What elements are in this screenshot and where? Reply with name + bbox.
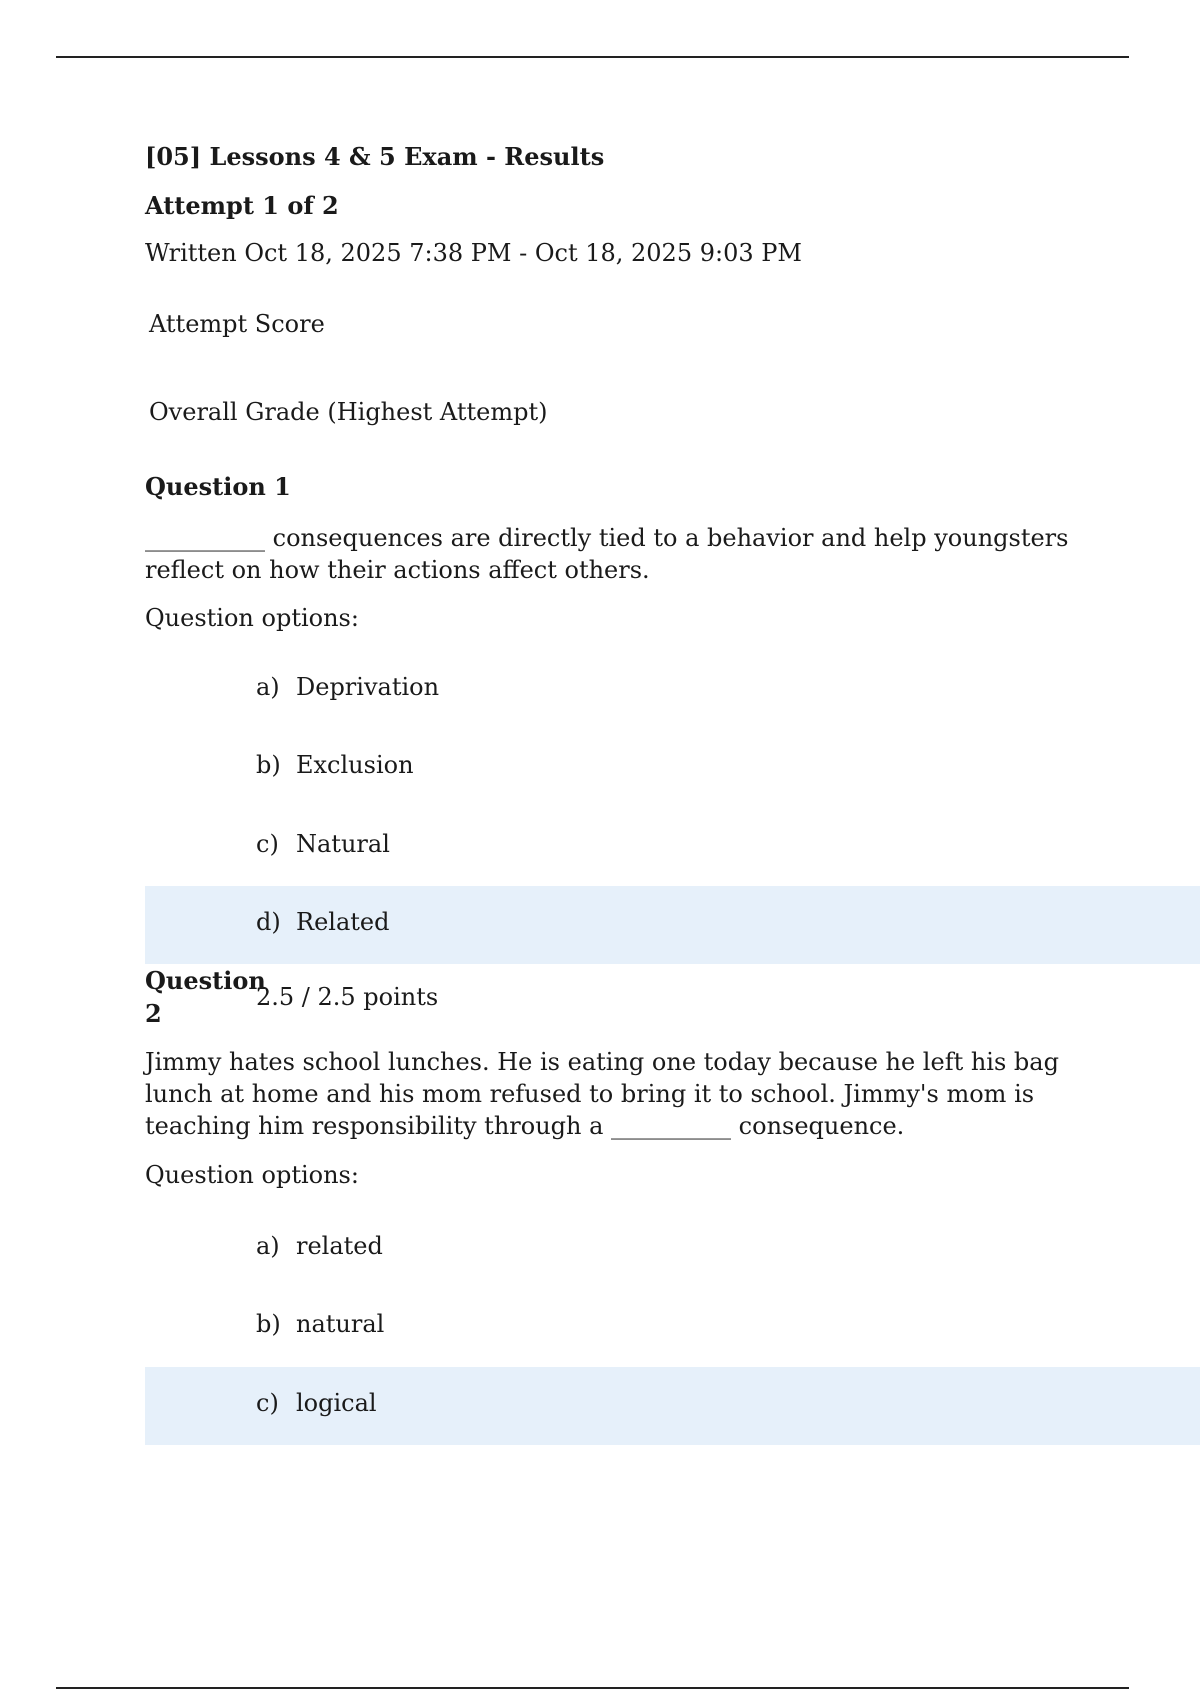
question-1-text: __________ consequences are directly tied to a behavior and help youngsters reflect on how their actions affect others. <box>145 524 1069 584</box>
question-2-text: Jimmy hates school lunches. He is eating one today because he left his bag lunch at home and his mom refused to bring it to school. Jimmy's mom is teaching him responsibility through a __________ consequence. <box>145 1048 1059 1140</box>
option-text: Related <box>296 908 390 936</box>
option-letter: c) <box>256 830 279 858</box>
question-1-options-label: Question options: <box>145 604 359 632</box>
option-text: related <box>296 1232 383 1260</box>
option-text: Natural <box>296 830 390 858</box>
option-text: natural <box>296 1310 385 1338</box>
option-text: logical <box>296 1389 377 1417</box>
exam-title: [05] Lessons 4 & 5 Exam - Results <box>145 142 605 171</box>
question-2-option-c-selected[interactable] <box>145 1367 1200 1445</box>
question-1-option-c[interactable] <box>145 808 1200 886</box>
top-rule <box>56 56 1129 58</box>
question-2-option-a[interactable] <box>145 1210 1200 1288</box>
question-1-heading: Question 1 <box>145 472 291 501</box>
option-letter: d) <box>256 908 281 936</box>
question-1-option-a[interactable] <box>145 651 1200 729</box>
question-2-points: 2.5 / 2.5 points <box>256 983 439 1011</box>
overall-grade-label: Overall Grade (Highest Attempt) <box>149 398 548 426</box>
option-letter: a) <box>256 1232 280 1260</box>
attempt-count: Attempt 1 of 2 <box>145 191 339 220</box>
option-text: Exclusion <box>296 751 414 779</box>
question-1-option-d-selected[interactable] <box>145 886 1200 964</box>
option-letter: a) <box>256 673 280 701</box>
option-text: Deprivation <box>296 673 440 701</box>
question-1-option-b[interactable] <box>145 729 1200 807</box>
option-letter: c) <box>256 1389 279 1417</box>
question-2-option-b[interactable] <box>145 1288 1200 1366</box>
written-timestamp: Written Oct 18, 2025 7:38 PM - Oct 18, 2025 9:03 PM <box>145 239 802 267</box>
option-letter: b) <box>256 1310 281 1338</box>
attempt-score-label: Attempt Score <box>149 310 325 338</box>
option-letter: b) <box>256 751 281 779</box>
question-2-options-label: Question options: <box>145 1161 359 1189</box>
question-2-heading: Question 2 <box>145 966 266 1028</box>
bottom-rule <box>56 1687 1129 1689</box>
